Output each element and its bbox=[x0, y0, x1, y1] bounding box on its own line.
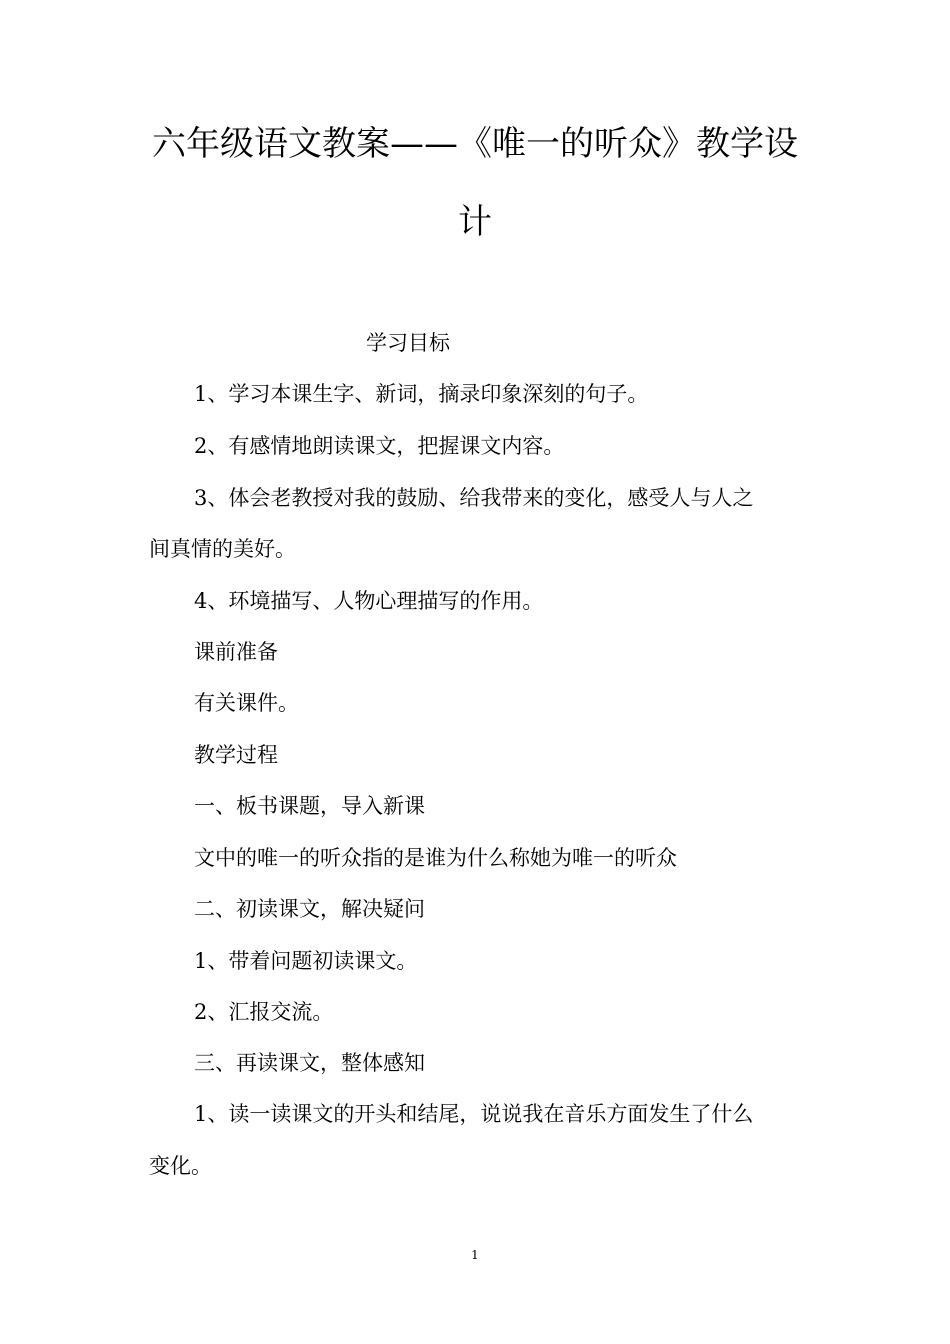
objective-number: 1 bbox=[194, 382, 208, 406]
step-1-heading: 一、板书课题，导入新课 bbox=[194, 794, 425, 818]
prep-text: 有关课件。 bbox=[194, 691, 299, 715]
objective-item-2 bbox=[194, 432, 564, 460]
step-item-number: 1 bbox=[194, 1102, 208, 1126]
step-3-item-1 bbox=[194, 1100, 753, 1128]
objective-text: 、体会老教授对我的鼓励、给我带来的变化，感受人与人之 bbox=[207, 486, 754, 510]
step-3-item-1-continuation: 变化。 bbox=[149, 1154, 212, 1178]
step-item-text: 、读一读课文的开头和结尾，说说我在音乐方面发生了什么 bbox=[207, 1102, 754, 1126]
step-item-number: 2 bbox=[194, 1000, 208, 1024]
document-title-line-1: 六年级语文教案——《唯一的听众》教学设 bbox=[152, 124, 798, 164]
objective-item-4 bbox=[194, 587, 543, 615]
objective-text: 、有感情地朗读课文，把握课文内容。 bbox=[207, 434, 565, 458]
objective-item-3-continuation: 间真情的美好。 bbox=[149, 537, 296, 561]
objective-text: 、学习本课生字、新词，摘录印象深刻的句子。 bbox=[207, 382, 649, 406]
step-item-text: 、带着问题初读课文。 bbox=[207, 949, 418, 973]
step-2-heading: 二、初读课文，解决疑问 bbox=[194, 897, 425, 921]
objective-number: 3 bbox=[194, 486, 208, 510]
step-item-text: 、汇报交流。 bbox=[207, 1000, 334, 1024]
objective-item-1 bbox=[194, 380, 648, 408]
section-heading-objectives: 学习目标 bbox=[366, 331, 450, 355]
step-3-heading: 三、再读课文，整体感知 bbox=[194, 1051, 425, 1075]
step-2-item-2 bbox=[194, 998, 333, 1026]
objective-number: 4 bbox=[194, 589, 208, 613]
step-2-item-1 bbox=[194, 947, 417, 975]
process-heading: 教学过程 bbox=[194, 743, 278, 767]
page-number: 1 bbox=[471, 1248, 479, 1262]
objective-number: 2 bbox=[194, 434, 208, 458]
prep-heading: 课前准备 bbox=[194, 640, 278, 664]
step-1-text: 文中的唯一的听众指的是谁为什么称她为唯一的听众 bbox=[194, 846, 677, 870]
document-title-line-2: 计 bbox=[458, 202, 492, 242]
step-item-number: 1 bbox=[194, 949, 208, 973]
objective-text: 、环境描写、人物心理描写的作用。 bbox=[207, 589, 544, 613]
objective-item-3 bbox=[194, 484, 753, 512]
